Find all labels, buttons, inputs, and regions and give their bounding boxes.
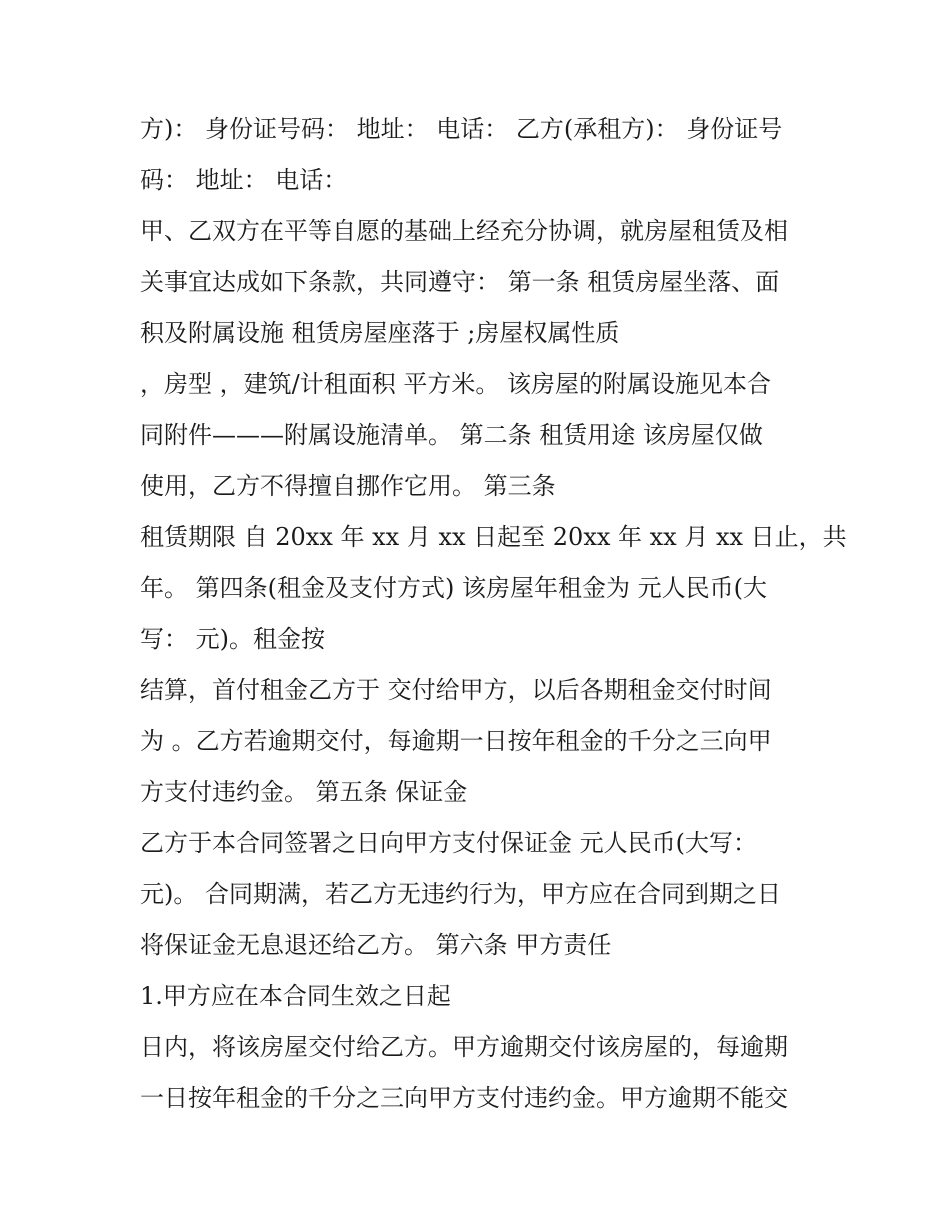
text-line: 一日按年租金的千分之三向甲方支付违约金。甲方逾期不能交 bbox=[140, 1084, 788, 1112]
text-line: 积及附属设施 租赁房屋座落于 ;房屋权属性质 bbox=[140, 319, 620, 347]
text-line: 写： 元)。租金按 bbox=[140, 625, 325, 653]
text-line: 年。 第四条(租金及支付方式) 该房屋年租金为 元人民币(大 bbox=[140, 574, 767, 602]
text-line: 甲、乙双方在平等自愿的基础上经充分协调，就房屋租赁及相 bbox=[140, 217, 788, 245]
text-line: 为 。乙方若逾期交付，每逾期一日按年租金的千分之三向甲 bbox=[140, 727, 772, 755]
text-line: 码： 地址： 电话： bbox=[140, 166, 348, 194]
text-line: 日内，将该房屋交付给乙方。甲方逾期交付该房屋的，每逾期 bbox=[140, 1033, 788, 1061]
text-line: 方)： 身份证号码： 地址： 电话： 乙方(承租方)： 身份证号 bbox=[140, 115, 783, 143]
text-line: 将保证金无息退还给乙方。 第六条 甲方责任 bbox=[140, 931, 612, 959]
text-line: 使用，乙方不得擅自挪作它用。 第三条 bbox=[140, 472, 556, 500]
text-line: 1.甲方应在本合同生效之日起 bbox=[140, 982, 451, 1010]
text-line: 方支付违约金。 第五条 保证金 bbox=[140, 778, 468, 806]
text-line: 元)。 合同期满，若乙方无违约行为，甲方应在合同到期之日 bbox=[140, 880, 781, 908]
text-line: 结算，首付租金乙方于 交付给甲方，以后各期租金交付时间 bbox=[140, 676, 772, 704]
text-line: 同附件———附属设施清单。 第二条 租赁用途 该房屋仅做 bbox=[140, 421, 763, 449]
contract-text bbox=[140, 104, 847, 1124]
text-line: 乙方于本合同签署之日向甲方支付保证金 元人民币(大写： bbox=[140, 829, 757, 857]
text-line: ，房型 ，建筑/计租面积 平方米。 该房屋的附属设施见本合 bbox=[140, 370, 771, 398]
text-line: 租赁期限 自 20xx 年 xx 月 xx 日起至 20xx 年 xx 月 xx 日止，共 bbox=[140, 523, 847, 551]
text-line: 关事宜达成如下条款，共同遵守： 第一条 租赁房屋坐落、面 bbox=[140, 268, 780, 296]
